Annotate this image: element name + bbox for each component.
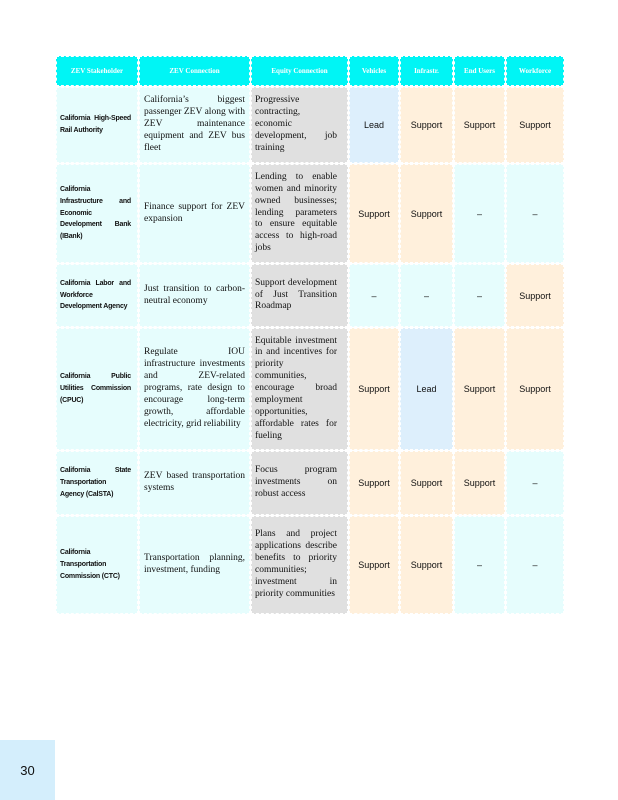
vehicles-role-cell: Support xyxy=(349,451,399,515)
vehicles-role-cell: Support xyxy=(349,164,399,263)
header-workforce: Workforce xyxy=(506,56,564,86)
workforce-role-cell: Support xyxy=(506,328,564,450)
zev-connection-cell: Just transition to carbon-neutral economy xyxy=(139,264,250,327)
infrastructure-role-cell: – xyxy=(400,264,453,327)
table-row xyxy=(56,516,564,614)
end-users-role-cell: Support xyxy=(454,328,505,450)
zev-connection-cell: California’s biggest passenger ZEV along with ZEV maintenance equipment and ZEV bus fleet xyxy=(139,87,250,163)
end-users-role-cell: – xyxy=(454,164,505,263)
end-users-role-cell: – xyxy=(454,516,505,614)
vehicles-role-cell: Lead xyxy=(349,87,399,163)
table-row xyxy=(56,451,564,515)
workforce-role-cell: – xyxy=(506,451,564,515)
stakeholder-cell: California Public Utilities Commission (CPUC) xyxy=(56,328,138,450)
workforce-role-cell: Support xyxy=(506,87,564,163)
table-row xyxy=(56,264,564,327)
stakeholder-cell: California State Transportation Agency (CalSTA) xyxy=(56,451,138,515)
equity-connection-cell: Lending to enable women and minority owned businesses; lending parameters to ensure equitable access to high-road jobs xyxy=(251,164,348,263)
vehicles-role-cell: Support xyxy=(349,516,399,614)
header-equity-connection: Equity Connection xyxy=(251,56,348,86)
zev-stakeholder-table xyxy=(55,55,565,615)
end-users-role-cell: – xyxy=(454,264,505,327)
stakeholder-cell: California High-Speed Rail Authority xyxy=(56,87,138,163)
header-zev-stakeholder: ZEV Stakeholder xyxy=(56,56,138,86)
table-row xyxy=(56,328,564,450)
equity-connection-cell: Plans and project applications describe benefits to priority communities; investment in priority communities xyxy=(251,516,348,614)
table-row xyxy=(56,164,564,263)
zev-connection-cell: ZEV based transportation systems xyxy=(139,451,250,515)
page-number-box xyxy=(0,740,55,800)
table-row xyxy=(56,87,564,163)
infrastructure-role-cell: Support xyxy=(400,451,453,515)
workforce-role-cell: Support xyxy=(506,264,564,327)
zev-connection-cell: Regulate IOU infrastructure investments and ZEV-related programs, rate design to encourage long-term growth, affordable electricity, grid reliability xyxy=(139,328,250,450)
infrastructure-role-cell: Support xyxy=(400,87,453,163)
header-infrastructure: Infrastr. xyxy=(400,56,453,86)
end-users-role-cell: Support xyxy=(454,451,505,515)
vehicles-role-cell: Support xyxy=(349,328,399,450)
workforce-role-cell: – xyxy=(506,164,564,263)
vehicles-role-cell: – xyxy=(349,264,399,327)
infrastructure-role-cell: Support xyxy=(400,164,453,263)
end-users-role-cell: Support xyxy=(454,87,505,163)
stakeholder-cell: California Transportation Commission (CTC) xyxy=(56,516,138,614)
header-vehicles: Vehicles xyxy=(349,56,399,86)
infrastructure-role-cell: Support xyxy=(400,516,453,614)
infrastructure-role-cell: Lead xyxy=(400,328,453,450)
table-header-row xyxy=(56,56,564,86)
stakeholder-cell: California Labor and Workforce Development Agency xyxy=(56,264,138,327)
zev-connection-cell: Finance support for ZEV expansion xyxy=(139,164,250,263)
equity-connection-cell: Support development of Just Transition Roadmap xyxy=(251,264,348,327)
header-zev-connection: ZEV Connection xyxy=(139,56,250,86)
workforce-role-cell: – xyxy=(506,516,564,614)
equity-connection-cell: Equitable investment in and incentives for priority communities, encourage broad employment opportunities, affordable rates for fueling xyxy=(251,328,348,450)
zev-connection-cell: Transportation planning, investment, funding xyxy=(139,516,250,614)
header-end-users: End Users xyxy=(454,56,505,86)
equity-connection-cell: Progressive contracting, economic development, job training xyxy=(251,87,348,163)
page-number: 30 xyxy=(20,762,35,778)
stakeholder-cell: California Infrastructure and Economic Development Bank (IBank) xyxy=(56,164,138,263)
equity-connection-cell: Focus program investments on robust access xyxy=(251,451,348,515)
